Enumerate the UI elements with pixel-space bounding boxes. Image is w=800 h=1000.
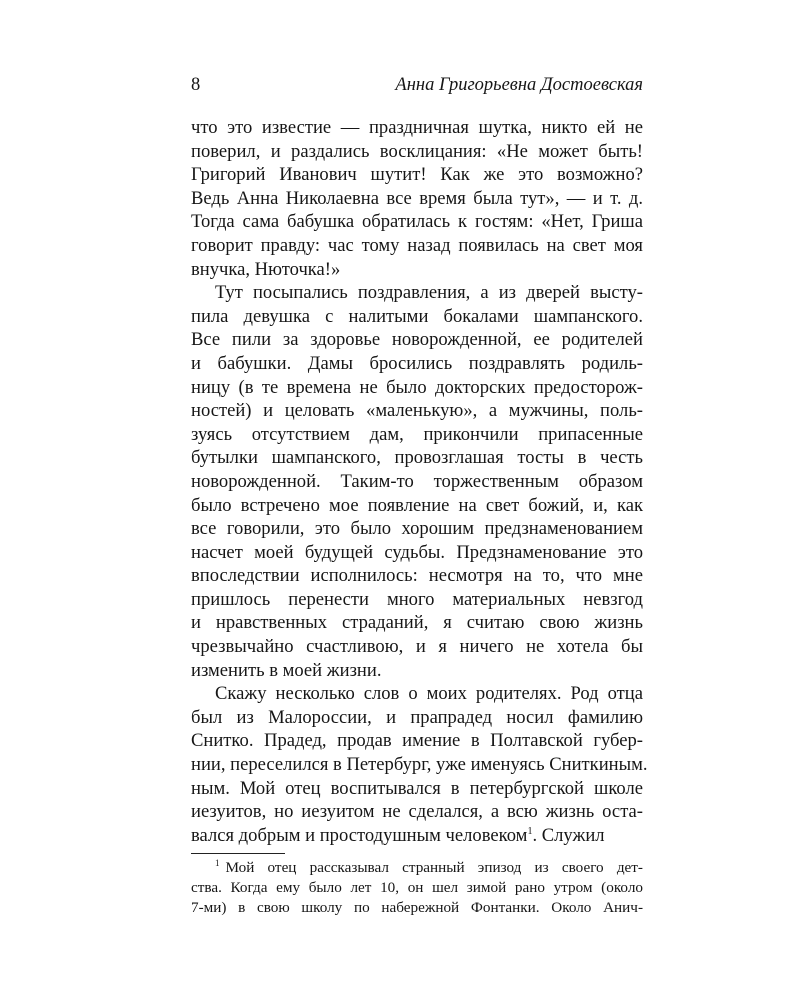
paragraph [191, 281, 643, 682]
paragraph-line: все говорили, это было хорошим предзнаменованием [191, 518, 643, 540]
paragraph-line: впоследствии исполнилось: несмотря на то, что мне [191, 565, 643, 587]
paragraph-line: Ведь Анна Николаевна все время была тут», — и т. д. [191, 187, 643, 209]
paragraph-line: было встречено мое появление на свет божий, и, как [191, 494, 643, 516]
line-text: . Служил [532, 824, 605, 846]
paragraph-line: ницу (в те времена не было докторских предосторож- [191, 376, 643, 398]
paragraph-line: иезуитов, но иезуитом не сделался, а всю жизнь оста- [191, 801, 643, 823]
paragraph-line: говорит правду: час тому назад появилась на свет моя [191, 234, 643, 256]
paragraph-line: Все пили за здоровье новорожденной, ее родителей [191, 329, 643, 351]
paragraph-line: пришлось перенести много материальных невзгод [191, 588, 643, 610]
paragraphs [191, 116, 648, 824]
paragraph-line: ностей) и целовать «маленькую», а мужчины, поль- [191, 400, 643, 422]
paragraph-line: и нравственных страданий, я считаю свою жизнь [191, 612, 643, 634]
paragraph-line [191, 824, 643, 848]
footnote-line: 7-ми) в свою школу по набережной Фонтанки. Около Анич- [191, 899, 643, 917]
paragraph-line: насчет моей будущей судьбы. Предзнаменование это [191, 541, 643, 563]
paragraph-line: пила девушка с налитыми бокалами шампанского. [191, 305, 643, 327]
running-title: Анна Григорьевна Достоевская [395, 75, 643, 95]
footnote-line [191, 858, 643, 878]
paragraph-line: чрезвычайно счастливою, и я ничего не хотела бы [191, 636, 643, 658]
footnote-divider [191, 853, 285, 854]
footnote-text: Мой отец рассказывал странный эпизод из своего дет- [225, 859, 643, 876]
footnote-line: ства. Когда ему было лет 10, он шел зимой рано утром (около [191, 879, 643, 897]
footnote-marker: 1 [215, 858, 220, 868]
paragraph-line: зуясь отсутствием дам, прикончили припасенные [191, 423, 643, 445]
footnote-reference[interactable]: 1 [527, 825, 533, 837]
paragraph-line: Скажу несколько слов о моих родителях. Род отца [215, 683, 643, 705]
line-text: вался добрым и простодушным человеком [191, 824, 528, 846]
paragraph-line: и бабушки. Дамы бросились поздравлять родиль- [191, 352, 643, 374]
body-text [191, 116, 648, 847]
paragraph [191, 682, 648, 824]
paragraph-line: что это известие — праздничная шутка, никто ей не [191, 117, 643, 138]
page-header [191, 74, 643, 100]
page-number: 8 [191, 75, 201, 95]
paragraph-line: нии, переселился в Петербург, уже именуясь Сниткиным. [191, 754, 648, 776]
paragraph [191, 116, 643, 281]
paragraph-line: поверил, и раздались восклицания: «Не может быть! [191, 140, 643, 162]
paragraph-line: бутылки шампанского, провозглашая тосты в честь [191, 447, 643, 469]
paragraph-line: был из Малороссии, и прапрадед носил фамилию [191, 706, 643, 728]
paragraph-line: ным. Мой отец воспитывался в петербургской школе [191, 777, 643, 799]
paragraph-line: внучка, Нюточка!» [191, 258, 341, 280]
paragraph-line: Тут посыпались поздравления, а из дверей высту- [215, 282, 643, 304]
paragraph-line: Тогда сама бабушка обратилась к гостям: «Нет, Гриша [191, 211, 643, 233]
paragraph-line: новорожденной. Таким-то торжественным образом [191, 470, 643, 492]
paragraph-line: Снитко. Прадед, продав имение в Полтавской губер- [191, 730, 643, 752]
paragraph-line: Григорий Иванович шутит! Как же это возможно? [191, 164, 643, 186]
footnote [191, 858, 643, 919]
paragraph-line: изменить в моей жизни. [191, 659, 382, 681]
